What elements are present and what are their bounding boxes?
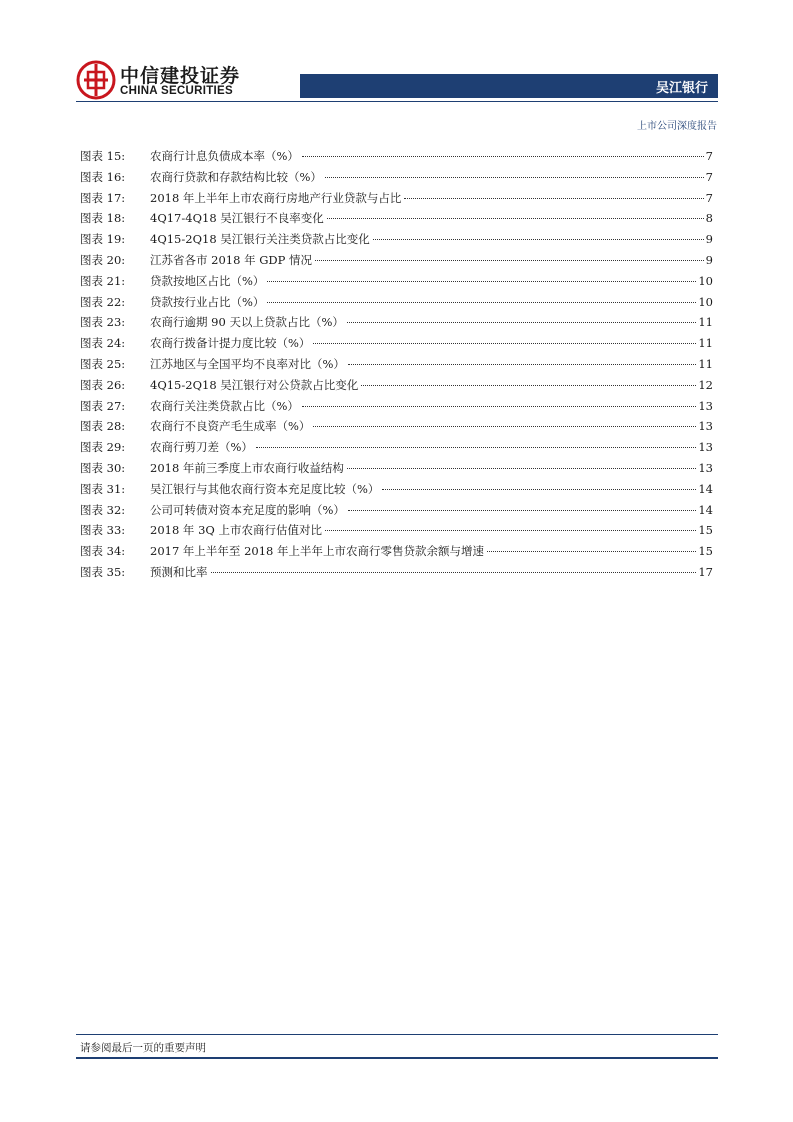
toc-dot-leader: [382, 489, 696, 490]
toc-entry-title: 贷款按行业占比（%）: [150, 294, 265, 309]
toc-entry-page: 12: [698, 377, 713, 392]
toc-entry-label: 图表 21:: [80, 273, 126, 288]
toc-entry-label: 图表 15:: [80, 149, 126, 163]
toc-entry-label: 图表 22:: [80, 294, 126, 309]
toc-dot-leader: [315, 260, 704, 261]
toc-entry-label: 图表 19:: [80, 232, 126, 247]
toc-entry[interactable]: [80, 169, 713, 190]
toc-entry-label: 图表 23:: [80, 315, 126, 330]
toc-entry[interactable]: [80, 564, 713, 585]
toc-entry-label: 图表 18:: [80, 211, 126, 226]
company-logo: [76, 60, 256, 104]
logo-chinese-name: 中信建投证券: [120, 65, 241, 87]
toc-dot-leader: [373, 239, 704, 240]
toc-entry-page: 13: [698, 398, 713, 413]
toc-entry-title: 贷款按地区占比（%）: [150, 273, 265, 288]
toc-entry[interactable]: [80, 210, 713, 231]
toc-dot-leader: [302, 156, 704, 157]
header-bar: [300, 74, 718, 98]
toc-entry-label: 图表 33:: [80, 523, 126, 538]
toc-entry-page: 10: [698, 294, 713, 309]
toc-entry-page: 15: [698, 544, 713, 559]
footer-disclaimer: 请参阅最后一页的重要声明: [80, 1042, 206, 1054]
toc-entry[interactable]: [80, 377, 713, 398]
toc-entry[interactable]: [80, 460, 713, 481]
header-divider: [76, 101, 718, 102]
toc-dot-leader: [487, 551, 696, 552]
logo-english-name: CHINA SECURITIES: [120, 85, 233, 97]
toc-entry-label: 图表 30:: [80, 460, 126, 475]
toc-entry-page: 8: [705, 211, 713, 226]
toc-entry-page: 11: [698, 336, 713, 351]
toc-entry-title: 2018 年上半年上市农商行房地产行业贷款与占比: [150, 190, 402, 205]
toc-entry-page: 14: [698, 481, 713, 496]
toc-dot-leader: [211, 572, 697, 573]
toc-entry-title: 农商行贷款和存款结构比较（%）: [150, 169, 322, 184]
toc-entry-page: 9: [705, 252, 713, 267]
figure-index: [80, 148, 713, 585]
toc-entry[interactable]: [80, 314, 713, 335]
toc-dot-leader: [313, 426, 696, 427]
toc-entry-label: 图表 35:: [80, 564, 126, 579]
toc-dot-leader: [256, 447, 696, 448]
toc-entry-title: 2018 年 3Q 上市农商行估值对比: [150, 523, 322, 538]
toc-entry-title: 农商行拨备计提力度比较（%）: [150, 336, 311, 351]
china-securities-logo-icon: [76, 60, 116, 100]
toc-entry-title: 2017 年上半年至 2018 年上半年上市农商行零售贷款余额与增速: [150, 544, 484, 559]
toc-entry[interactable]: [80, 398, 713, 419]
toc-entry-title: 吴江银行与其他农商行资本充足度比较（%）: [150, 481, 380, 496]
toc-entry-label: 图表 26:: [80, 377, 126, 392]
toc-dot-leader: [302, 406, 696, 407]
toc-entry-title: 2018 年前三季度上市农商行收益结构: [150, 460, 344, 475]
toc-entry[interactable]: [80, 356, 713, 377]
toc-dot-leader: [267, 302, 696, 303]
toc-dot-leader: [347, 468, 696, 469]
toc-entry-title: 江苏地区与全国平均不良率对比（%）: [150, 356, 345, 371]
toc-entry-page: 17: [698, 564, 713, 579]
toc-entry-title: 农商行逾期 90 天以上贷款占比（%）: [150, 315, 344, 330]
toc-dot-leader: [325, 530, 696, 531]
footer-divider: [76, 1034, 718, 1035]
toc-entry[interactable]: [80, 418, 713, 439]
toc-entry-label: 图表 28:: [80, 419, 126, 434]
toc-entry-title: 江苏省各市 2018 年 GDP 情况: [150, 252, 313, 267]
toc-entry-label: 图表 31:: [80, 481, 126, 496]
toc-entry-page: 7: [705, 190, 713, 205]
toc-dot-leader: [325, 177, 704, 178]
toc-entry-label: 图表 34:: [80, 544, 126, 559]
toc-entry[interactable]: [80, 543, 713, 564]
toc-dot-leader: [404, 198, 703, 199]
toc-entry-title: 4Q15-2Q18 吴江银行对公贷款占比变化: [150, 377, 359, 392]
toc-entry-page: 13: [698, 419, 713, 434]
company-name: 吴江银行: [655, 81, 708, 96]
toc-entry-label: 图表 17:: [80, 190, 126, 205]
toc-entry-label: 图表 16:: [80, 169, 126, 184]
toc-entry-label: 图表 32:: [80, 502, 126, 517]
toc-entry[interactable]: [80, 481, 713, 502]
toc-dot-leader: [313, 343, 696, 344]
toc-entry-page: 7: [705, 169, 713, 184]
toc-entry-label: 图表 24:: [80, 336, 126, 351]
toc-entry-page: 13: [698, 460, 713, 475]
toc-entry-page: 7: [705, 149, 713, 163]
toc-dot-leader: [348, 364, 696, 365]
toc-entry-page: 9: [705, 232, 713, 247]
toc-entry-label: 图表 29:: [80, 440, 126, 455]
toc-entry[interactable]: [80, 294, 713, 315]
toc-entry-page: 14: [698, 502, 713, 517]
toc-dot-leader: [347, 322, 696, 323]
toc-entry-title: 农商行计息负债成本率（%）: [150, 149, 299, 163]
toc-entry-title: 4Q17-4Q18 吴江银行不良率变化: [150, 211, 324, 226]
toc-entry-page: 11: [698, 315, 713, 330]
toc-entry-title: 公司可转债对资本充足度的影响（%）: [150, 502, 345, 517]
toc-entry-label: 图表 27:: [80, 398, 126, 413]
toc-dot-leader: [267, 281, 696, 282]
toc-entry[interactable]: [80, 273, 713, 294]
toc-entry-title: 农商行关注类贷款占比（%）: [150, 398, 299, 413]
toc-entry[interactable]: [80, 522, 713, 543]
toc-dot-leader: [361, 385, 696, 386]
report-type: 上市公司深度报告: [637, 121, 717, 132]
toc-dot-leader: [327, 218, 704, 219]
toc-entry[interactable]: [80, 148, 713, 169]
toc-entry[interactable]: [80, 335, 713, 356]
toc-entry[interactable]: [80, 190, 713, 211]
toc-entry-page: 10: [698, 273, 713, 288]
toc-entry-title: 农商行剪刀差（%）: [150, 440, 253, 455]
toc-entry-page: 11: [698, 356, 713, 371]
toc-entry-label: 图表 20:: [80, 252, 126, 267]
toc-entry-title: 4Q15-2Q18 吴江银行关注类贷款占比变化: [150, 232, 370, 247]
toc-entry[interactable]: [80, 231, 713, 252]
toc-entry[interactable]: [80, 252, 713, 273]
toc-entry-page: 13: [698, 440, 713, 455]
toc-entry-page: 15: [698, 523, 713, 538]
toc-entry-title: 农商行不良资产毛生成率（%）: [150, 419, 311, 434]
footer-divider-thick: [76, 1057, 718, 1059]
toc-dot-leader: [348, 510, 696, 511]
toc-entry[interactable]: [80, 502, 713, 523]
toc-entry-title: 预测和比率: [150, 564, 208, 579]
toc-entry[interactable]: [80, 439, 713, 460]
toc-entry-label: 图表 25:: [80, 356, 126, 371]
